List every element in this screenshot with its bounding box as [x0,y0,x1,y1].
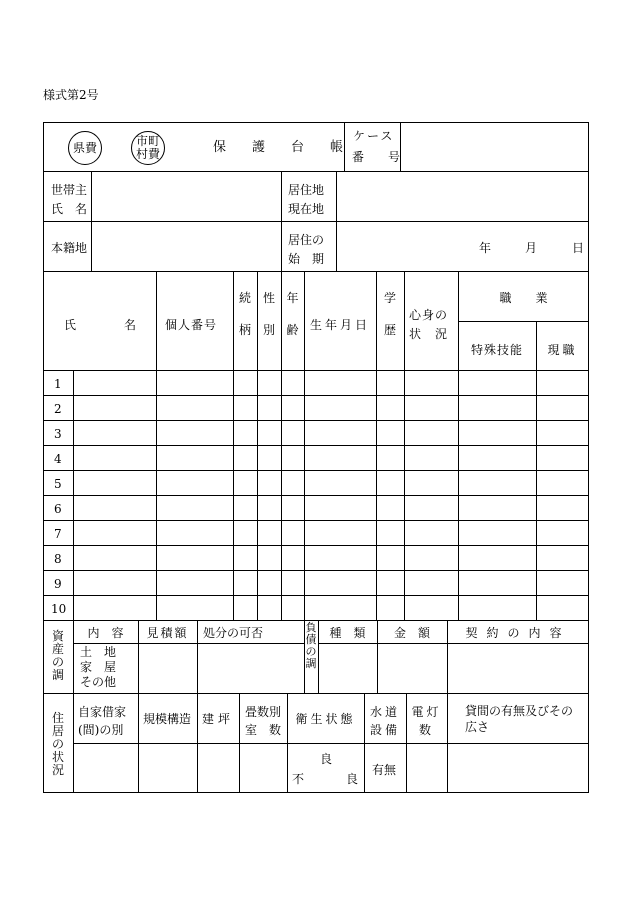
assets-col-divider [197,620,198,693]
col-occupation-header: 職 業 [499,291,548,305]
housing-col-divider [197,693,198,793]
member-row-line [43,495,589,496]
debts-header-line [318,643,589,644]
hygiene-bad-value-1: 不 [292,772,305,786]
housing-rental-header: 貸間の有無及びその 広さ [465,704,574,734]
assets-bottom-line [43,693,589,694]
hygiene-good-value: 良 [320,752,333,766]
debts-type-header: 種 類 [329,626,366,640]
housing-col-divider [138,693,139,793]
member-row-line [43,520,589,521]
prefecture-expense-stamp: 県費 [68,131,102,165]
row-number: 8 [54,552,62,566]
col-condition-header: 心身の 状 況 [409,308,449,341]
col-sex-header: 性 別 [262,291,275,337]
assets-items-label: 土 地 家 屋 その他 [80,645,117,689]
housing-hygiene-header: 衛生状態 [295,712,356,726]
col-divider [458,271,459,620]
col-name-header: 氏 名 [64,318,137,332]
debts-contract-header: 契約の内容 [465,626,571,640]
debts-section-label: 負 債 の 調 [305,621,317,670]
case-number-label: ケース [353,129,395,143]
member-row-line [43,595,589,596]
member-row-line [43,445,589,446]
water-value: 有無 [372,763,397,777]
member-row-line [43,420,589,421]
housing-rooms-header: 畳数別 室 数 [244,705,281,737]
housing-floor-area-header: 建坪 [201,712,234,726]
row-number: 3 [54,427,62,441]
col-special-skill-header: 特殊技能 [470,343,523,357]
row-number: 5 [54,477,62,491]
col-age-header: 年 齢 [286,291,299,337]
member-row-line [43,395,589,396]
col-education-header: 学 歴 [383,291,396,337]
household-row-line [43,221,589,222]
household-head-label: 世帯主 氏 名 [51,183,88,216]
members-header-bottom [43,370,589,371]
col-relation-header: 続 柄 [238,291,251,337]
case-number-label-2: 番 号 [352,150,401,164]
col-current-job-header: 現職 [547,343,578,357]
household-bottom-line [43,271,589,272]
case-number-label-divider [400,122,401,171]
housing-lights-header: 電灯 数 [411,705,442,737]
occupation-sub-line [458,321,589,322]
housing-structure-header: 規模構造 [143,712,192,726]
row-number-divider [73,370,74,620]
assets-section-label: 資 産 の 調 [52,629,65,682]
assets-header-line [73,643,304,644]
col-individual-number-header: 個人番号 [165,318,218,332]
housing-owned-rented-header: 自家借家 (間)の別 [78,705,127,737]
month-label: 月 [525,241,538,255]
case-number-divider [344,122,345,171]
form-number: 様式第2号 [43,88,99,102]
row-number: 4 [54,452,62,466]
housing-col-divider [287,693,288,793]
col-divider [404,271,405,620]
row-number: 7 [54,527,62,541]
row-number: 2 [54,402,62,416]
day-label: 日 [572,241,585,255]
municipal-expense-stamp: 市町 村費 [131,131,165,165]
col-divider [156,271,157,620]
housing-header-line [73,743,589,744]
member-row-line [43,545,589,546]
col-birthdate-header: 生年月日 [309,318,370,332]
col-divider [536,321,537,620]
row-number: 10 [51,602,67,616]
row-number: 9 [54,577,62,591]
housing-col-divider [447,693,448,793]
member-row-line [43,470,589,471]
header-bottom-line [43,171,589,172]
page-title: 保 護 台 帳 [213,140,344,155]
hygiene-bad-value-2: 良 [346,772,359,786]
residence-start-label: 居住の 始 期 [288,233,325,266]
assets-disposal-header: 処分の可否 [203,626,264,640]
domicile-label: 本籍地 [51,241,88,255]
assets-content-header: 内 容 [87,626,124,640]
assets-estimated-value-header: 見積額 [146,626,189,640]
residence-label: 居住地 現在地 [288,183,325,216]
year-label: 年 [479,241,492,255]
debts-amount-header: 金 額 [393,626,430,640]
housing-water-header: 水道 設備 [369,705,400,737]
row-number: 6 [54,502,62,516]
member-row-line [43,570,589,571]
housing-section-label: 住 居 の 状 況 [52,711,65,777]
row-number: 1 [54,377,62,391]
